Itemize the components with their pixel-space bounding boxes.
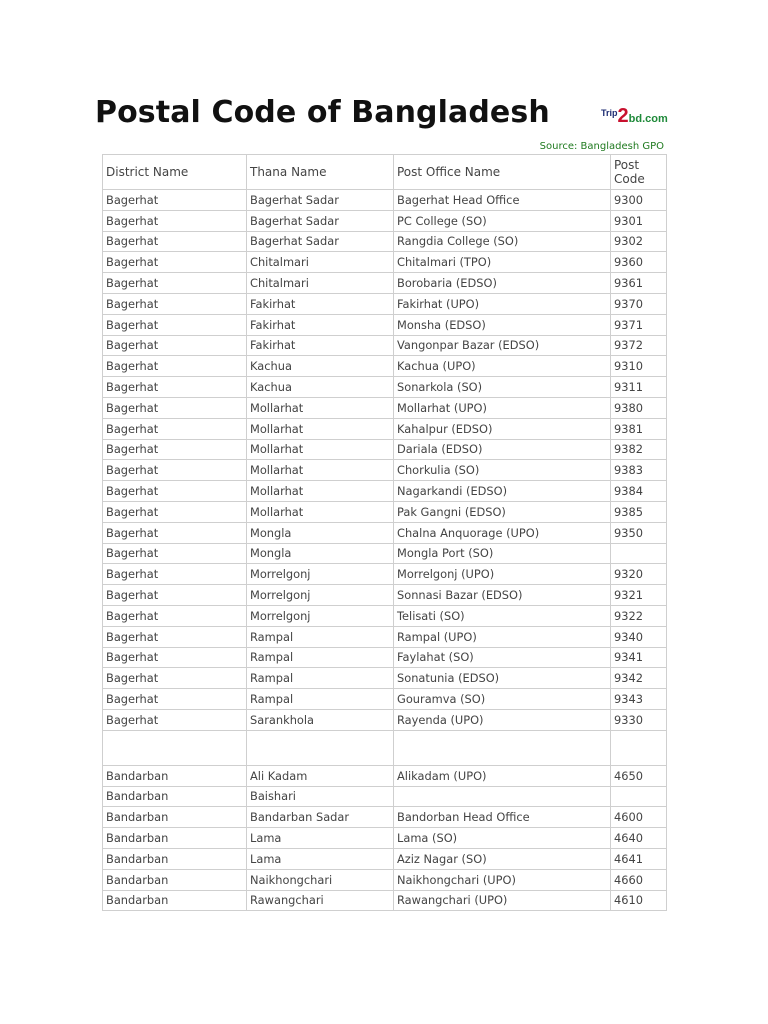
district-cell: Bagerhat	[103, 314, 247, 335]
post-office-cell	[394, 786, 611, 807]
district-cell: Bandarban	[103, 848, 247, 869]
district-cell: Bagerhat	[103, 210, 247, 231]
post-office-cell: Bandorban Head Office	[394, 807, 611, 828]
table-row	[103, 890, 667, 911]
post-office-cell: Chitalmari (TPO)	[394, 252, 611, 273]
table-row	[103, 869, 667, 890]
table-row	[103, 273, 667, 294]
table-header-row	[103, 155, 667, 190]
post-code-cell: 9381	[611, 418, 667, 439]
district-cell: Bagerhat	[103, 418, 247, 439]
post-office-cell: Sonnasi Bazar (EDSO)	[394, 585, 611, 606]
post-code-cell: 9302	[611, 231, 667, 252]
column-header-post-office: Post Office Name	[394, 155, 611, 190]
table-row	[103, 786, 667, 807]
post-code-cell: 9370	[611, 293, 667, 314]
table-row	[103, 564, 667, 585]
table-row	[103, 730, 667, 765]
thana-cell: Fakirhat	[247, 314, 394, 335]
post-code-cell: 9320	[611, 564, 667, 585]
district-cell: Bagerhat	[103, 689, 247, 710]
thana-cell: Bagerhat Sadar	[247, 210, 394, 231]
post-office-cell: Aziz Nagar (SO)	[394, 848, 611, 869]
district-cell: Bagerhat	[103, 190, 247, 211]
table-row	[103, 481, 667, 502]
post-code-cell: 9341	[611, 647, 667, 668]
table-row	[103, 807, 667, 828]
post-code-cell: 9301	[611, 210, 667, 231]
postal-code-table	[102, 154, 667, 911]
thana-cell: Mollarhat	[247, 481, 394, 502]
post-code-cell: 9384	[611, 481, 667, 502]
post-office-cell: Kachua (UPO)	[394, 356, 611, 377]
thana-cell: Rampal	[247, 647, 394, 668]
post-office-cell: Naikhongchari (UPO)	[394, 869, 611, 890]
post-office-cell: Sonatunia (EDSO)	[394, 668, 611, 689]
table-row	[103, 689, 667, 710]
table-row	[103, 397, 667, 418]
table-body	[103, 190, 667, 911]
post-office-cell: Chalna Anquorage (UPO)	[394, 522, 611, 543]
table-row	[103, 647, 667, 668]
table-row	[103, 828, 667, 849]
thana-cell: Mongla	[247, 522, 394, 543]
district-cell: Bandarban	[103, 890, 247, 911]
post-code-cell: 9383	[611, 460, 667, 481]
thana-cell: Rampal	[247, 626, 394, 647]
post-code-cell: 9321	[611, 585, 667, 606]
district-cell: Bagerhat	[103, 647, 247, 668]
post-office-cell: Borobaria (EDSO)	[394, 273, 611, 294]
post-code-cell: 9380	[611, 397, 667, 418]
thana-cell: Rampal	[247, 668, 394, 689]
post-office-cell: Mollarhat (UPO)	[394, 397, 611, 418]
district-cell	[103, 730, 247, 765]
post-code-cell: 4600	[611, 807, 667, 828]
post-code-cell: 9361	[611, 273, 667, 294]
post-office-cell: Alikadam (UPO)	[394, 765, 611, 786]
district-cell: Bagerhat	[103, 439, 247, 460]
thana-cell: Fakirhat	[247, 335, 394, 356]
district-cell: Bagerhat	[103, 543, 247, 564]
post-office-cell: Rawangchari (UPO)	[394, 890, 611, 911]
column-header-district: District Name	[103, 155, 247, 190]
table-row	[103, 293, 667, 314]
post-code-cell: 9371	[611, 314, 667, 335]
thana-cell: Bandarban Sadar	[247, 807, 394, 828]
post-office-cell: Bagerhat Head Office	[394, 190, 611, 211]
thana-cell: Chitalmari	[247, 273, 394, 294]
district-cell: Bagerhat	[103, 460, 247, 481]
table-row	[103, 356, 667, 377]
district-cell: Bandarban	[103, 828, 247, 849]
table-row	[103, 585, 667, 606]
post-code-cell: 4641	[611, 848, 667, 869]
table-row	[103, 252, 667, 273]
table-row	[103, 543, 667, 564]
post-code-cell: 9340	[611, 626, 667, 647]
post-code-cell	[611, 730, 667, 765]
post-office-cell: Dariala (EDSO)	[394, 439, 611, 460]
thana-cell: Mollarhat	[247, 460, 394, 481]
thana-cell: Mollarhat	[247, 501, 394, 522]
district-cell: Bagerhat	[103, 252, 247, 273]
post-code-cell: 9343	[611, 689, 667, 710]
thana-cell	[247, 730, 394, 765]
post-code-cell: 9342	[611, 668, 667, 689]
table-row	[103, 210, 667, 231]
district-cell: Bandarban	[103, 807, 247, 828]
post-code-cell: 9385	[611, 501, 667, 522]
table-row	[103, 765, 667, 786]
thana-cell: Sarankhola	[247, 709, 394, 730]
district-cell: Bagerhat	[103, 522, 247, 543]
post-office-cell: Rangdia College (SO)	[394, 231, 611, 252]
post-code-cell: 9322	[611, 605, 667, 626]
table-row	[103, 314, 667, 335]
post-code-cell: 4640	[611, 828, 667, 849]
table-row	[103, 231, 667, 252]
post-code-cell	[611, 543, 667, 564]
post-code-cell: 9330	[611, 709, 667, 730]
post-code-cell: 9360	[611, 252, 667, 273]
post-office-cell: Pak Gangni (EDSO)	[394, 501, 611, 522]
post-office-cell: PC College (SO)	[394, 210, 611, 231]
post-code-cell	[611, 786, 667, 807]
thana-cell: Chitalmari	[247, 252, 394, 273]
post-office-cell: Rampal (UPO)	[394, 626, 611, 647]
table-row	[103, 460, 667, 481]
district-cell: Bagerhat	[103, 397, 247, 418]
thana-cell: Naikhongchari	[247, 869, 394, 890]
district-cell: Bagerhat	[103, 564, 247, 585]
district-cell: Bagerhat	[103, 356, 247, 377]
post-office-cell: Sonarkola (SO)	[394, 377, 611, 398]
post-code-cell: 9310	[611, 356, 667, 377]
district-cell: Bandarban	[103, 765, 247, 786]
thana-cell: Mongla	[247, 543, 394, 564]
table-row	[103, 335, 667, 356]
thana-cell: Lama	[247, 828, 394, 849]
trip2bd-logo[interactable]: $^{Trip}$2bd.com	[601, 105, 668, 127]
district-cell: Bagerhat	[103, 605, 247, 626]
district-cell: Bagerhat	[103, 335, 247, 356]
thana-cell: Lama	[247, 848, 394, 869]
post-office-cell	[394, 730, 611, 765]
thana-cell: Bagerhat Sadar	[247, 231, 394, 252]
table-row	[103, 190, 667, 211]
thana-cell: Mollarhat	[247, 418, 394, 439]
post-office-cell: Telisati (SO)	[394, 605, 611, 626]
post-office-cell: Kahalpur (EDSO)	[394, 418, 611, 439]
table-row	[103, 668, 667, 689]
district-cell: Bagerhat	[103, 585, 247, 606]
thana-cell: Mollarhat	[247, 397, 394, 418]
post-code-cell: 9350	[611, 522, 667, 543]
district-cell: Bagerhat	[103, 709, 247, 730]
thana-cell: Ali Kadam	[247, 765, 394, 786]
table-row	[103, 605, 667, 626]
post-office-cell: Lama (SO)	[394, 828, 611, 849]
district-cell: Bagerhat	[103, 501, 247, 522]
post-office-cell: Nagarkandi (EDSO)	[394, 481, 611, 502]
column-header-thana: Thana Name	[247, 155, 394, 190]
table-row	[103, 501, 667, 522]
post-office-cell: Vangonpar Bazar (EDSO)	[394, 335, 611, 356]
thana-cell: Baishari	[247, 786, 394, 807]
source-note: Source: Bangladesh GPO	[539, 141, 664, 152]
post-code-cell: 9300	[611, 190, 667, 211]
post-code-cell: 9311	[611, 377, 667, 398]
post-office-cell: Fakirhat (UPO)	[394, 293, 611, 314]
district-cell: Bandarban	[103, 869, 247, 890]
thana-cell: Kachua	[247, 377, 394, 398]
page-title: Postal Code of Bangladesh	[95, 95, 550, 130]
district-cell: Bagerhat	[103, 293, 247, 314]
table-row	[103, 626, 667, 647]
table-row	[103, 439, 667, 460]
post-office-cell: Chorkulia (SO)	[394, 460, 611, 481]
post-code-cell: 9372	[611, 335, 667, 356]
thana-cell: Morrelgonj	[247, 585, 394, 606]
thana-cell: Fakirhat	[247, 293, 394, 314]
post-code-cell: 4650	[611, 765, 667, 786]
thana-cell: Morrelgonj	[247, 564, 394, 585]
post-office-cell: Rayenda (UPO)	[394, 709, 611, 730]
thana-cell: Bagerhat Sadar	[247, 190, 394, 211]
thana-cell: Morrelgonj	[247, 605, 394, 626]
post-office-cell: Monsha (EDSO)	[394, 314, 611, 335]
post-office-cell: Faylahat (SO)	[394, 647, 611, 668]
district-cell: Bandarban	[103, 786, 247, 807]
table-row	[103, 377, 667, 398]
post-code-cell: 9382	[611, 439, 667, 460]
district-cell: Bagerhat	[103, 231, 247, 252]
table-row	[103, 522, 667, 543]
table-row	[103, 709, 667, 730]
district-cell: Bagerhat	[103, 481, 247, 502]
district-cell: Bagerhat	[103, 377, 247, 398]
district-cell: Bagerhat	[103, 626, 247, 647]
table-row	[103, 418, 667, 439]
table-row	[103, 848, 667, 869]
post-code-cell: 4610	[611, 890, 667, 911]
district-cell: Bagerhat	[103, 273, 247, 294]
thana-cell: Rampal	[247, 689, 394, 710]
post-code-cell: 4660	[611, 869, 667, 890]
post-office-cell: Morrelgonj (UPO)	[394, 564, 611, 585]
thana-cell: Mollarhat	[247, 439, 394, 460]
column-header-post-code: Post Code	[611, 155, 667, 190]
thana-cell: Kachua	[247, 356, 394, 377]
district-cell: Bagerhat	[103, 668, 247, 689]
post-office-cell: Gouramva (SO)	[394, 689, 611, 710]
post-office-cell: Mongla Port (SO)	[394, 543, 611, 564]
thana-cell: Rawangchari	[247, 890, 394, 911]
